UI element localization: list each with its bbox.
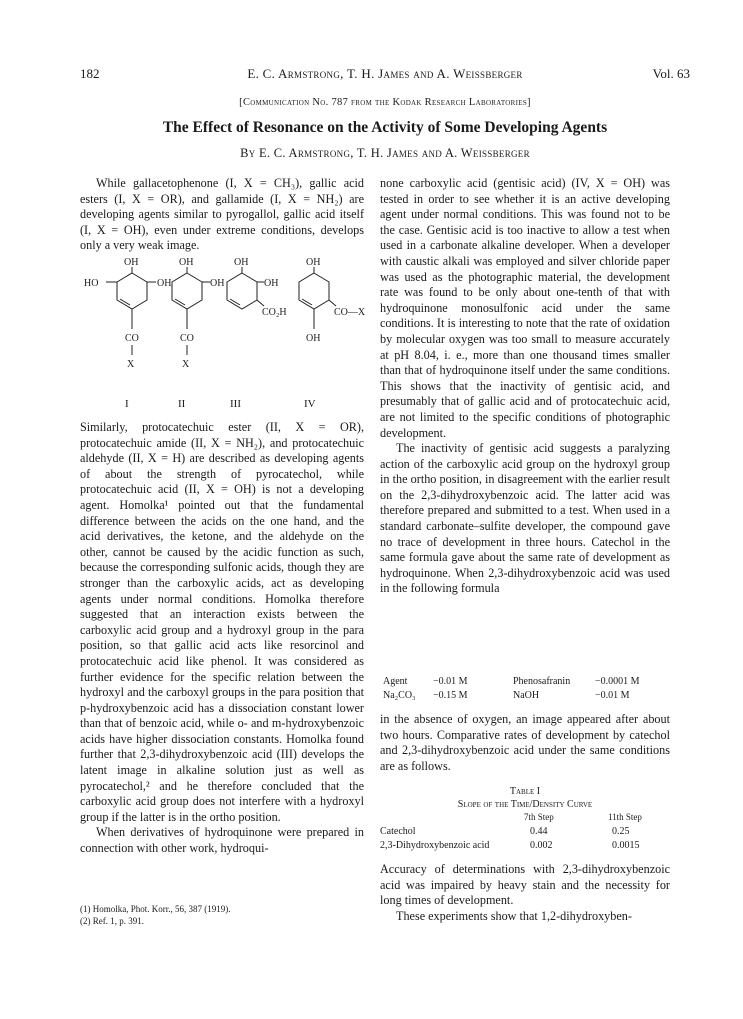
struct-I-x: X <box>127 359 135 370</box>
col1-paragraph-3: When derivatives of hydroquinone were prepared in connection with other work, hydroqui- <box>80 825 364 856</box>
col2-after-formula <box>380 712 670 774</box>
col1-paragraph-2: Similarly, protocatechuic ester (II, X = OR), protocatechuic amide (II, X = NH₂), and protocatechuic aldehyde (II, X = H) are described as developing agents of about the strength of pyrocatechol, while protocatechuic acid (II, X = OH) is not a developing agent. Homolka¹ pointed out that the fundamental difference between the acids on the one hand, and the acid derivatives, the ketone, and the aldehyde on the other, cannot be caused by the acidic function as such, because the corresponding sulfonic acids, though they are stronger than the carboxylic acids, act as developing agents under normal conditions. Homolka therefore suggested that an interaction exists between the carboxylic acid group and a hydroxyl group in the para position, so that gallic acid acts like resorcinol and protocatechuic acid like phenol. It was considered as further evidence for the specific relation between the hydroxyl and the carboxyl groups in the para position that p-hydroxybenzoic acid has a dissociation constant lower than that of benzoic acid, while o- and m-hydroxybenzoic acids have higher dissociation constants. Homolka found further that 2,3-dihydroxybenzoic acid (III) develops the latent image in alkaline solution just as well as pyrocatechol,² and he therefore concluded that the carboxylic acid group does not interfere with a hydroxyl group if the latter is in the ortho position. <box>80 420 364 824</box>
numeral-IV: IV <box>304 398 316 410</box>
running-authors: E. C. Armstrong, T. H. James and A. Weissberger <box>247 66 523 81</box>
table-cell-7th: 0.44 <box>530 826 548 837</box>
formula-agent-label: Agent <box>383 676 408 687</box>
table-cell-name: Catechol <box>380 826 416 837</box>
table-col-header-2: 11th Step <box>608 812 642 822</box>
col2-end <box>380 862 670 924</box>
struct-III-oh-right: OH <box>264 278 279 289</box>
struct-I-oh-right: OH <box>157 278 172 289</box>
byline: By E. C. Armstrong, T. H. James and A. Weissberger <box>240 146 530 160</box>
table-caption: Slope of the Time/Density Curve <box>457 799 593 810</box>
formula-phenosafranin-value: −0.0001 M <box>595 676 640 687</box>
formula-naoh-value: −0.01 M <box>595 690 630 701</box>
col1-intro <box>80 176 364 254</box>
footnotes <box>80 903 364 927</box>
col1-body <box>80 420 364 857</box>
numeral-II: II <box>178 398 186 410</box>
article-title: The Effect of Resonance on the Activity of Some Developing Agents <box>162 119 608 136</box>
struct-II-oh-right: OH <box>210 278 225 289</box>
numeral-III: III <box>230 398 241 410</box>
struct-IV-cox: CO—X <box>334 307 366 318</box>
formula-phenosafranin-label: Phenosafranin <box>513 676 571 687</box>
structure-IV <box>299 267 336 329</box>
footnote-2: (2) Ref. 1, p. 391. <box>80 916 144 926</box>
col2-paragraph-5: These experiments show that 1,2-dihydroxyben- <box>396 908 632 923</box>
table-1 <box>380 786 670 854</box>
table-row <box>380 840 670 854</box>
table-col-header-1: 7th Step <box>524 812 554 822</box>
table-label: Table I <box>509 786 541 797</box>
col1-paragraph-1: While gallacetophenone (I, X = CH₃), gallic acid esters (I, X = OR), and gallamide (I, X = NH₂) are developing agents similar to pyrogallol, gallic acid itself (I, X = OH), even under extreme conditions, develops only a very weak image. <box>80 176 364 253</box>
table-row <box>380 826 670 840</box>
table-header-row <box>380 812 670 826</box>
struct-III-oh: OH <box>234 257 249 268</box>
struct-II-oh: OH <box>179 257 194 268</box>
table-cell-11th: 0.25 <box>612 826 630 837</box>
formula-na2co3-label: Na₂CO₃ <box>383 690 416 701</box>
formula-na2co3-value: −0.15 M <box>433 690 468 701</box>
col2-body <box>380 176 670 597</box>
col2-paragraph-1: none carboxylic acid (gentisic acid) (IV, X = OH) was tested in order to see whether it is an active developing agent under normal conditions. This was found not to be the case. Gentisic acid is too inactive to allow a test when used in a carbonate alkaline developer. When a developer with caustic alkali was employed and silver chloride paper was used as the photographic material, the development rate was found to be only about one-tenth of that with hydroquinone monosulfonic acid under the same conditions. It is interesting to note that the rate of oxidation by molecular oxygen was too small to measure accurately at pH 8.04, i. e., more than one thousand times smaller than that of hydroquinone itself under the same conditions. This shows that the inactivity of gentisic acid, and presumably that of gallic acid and of protocatechuic acid, are not limited to the specific conditions of photographic development. <box>380 176 670 440</box>
table-cell-name: 2,3-Dihydroxybenzoic acid <box>380 840 490 851</box>
numeral-I: I <box>125 398 129 410</box>
struct-III-co2h: CO₂H <box>262 307 287 318</box>
footnote-1: (1) Homolka, Phot. Korr., 56, 387 (1919). <box>80 904 231 914</box>
table-cell-7th: 0.002 <box>530 840 553 851</box>
struct-II-co: CO <box>180 333 194 344</box>
struct-I-co: CO <box>125 333 139 344</box>
formula-agent-value: −0.01 M <box>433 676 468 687</box>
volume-label: Vol. 63 <box>652 66 690 81</box>
formula-naoh-label: NaOH <box>513 690 540 701</box>
structure-III <box>227 267 264 309</box>
struct-IV-oh: OH <box>306 257 321 268</box>
col2-paragraph-2: The inactivity of gentisic acid suggests a paralyzing action of the carboxylic acid group on the hydroxyl group in the ortho position, in disagreement with the earlier result on the 2,3-dihydroxybenzoic acid. The latter acid was therefore prepared and submitted to a test. When used in a standard carbonate–sulfite developer, the compound gave no trace of development in three hours. Catechol in the same formula gave about the same rate of development as hydroquinone. When 2,3-dihydroxybenzoic acid was used in the following formula <box>380 441 670 596</box>
struct-II-x: X <box>182 359 190 370</box>
chemical-structures <box>84 257 366 388</box>
page-number: 182 <box>80 66 100 81</box>
communication-line: [Communication No. 787 from the Kodak Research Laboratories] <box>239 97 531 108</box>
struct-I-oh: OH <box>124 257 139 268</box>
col2-paragraph-4: Accuracy of determinations with 2,3-dihydroxybenzoic acid was impaired by heavy stain and the necessity for long times of development. <box>380 862 670 908</box>
table-cell-11th: 0.0015 <box>612 840 640 851</box>
struct-IV-oh-bottom: OH <box>306 333 321 344</box>
struct-I-ho: HO <box>84 278 99 289</box>
col2-paragraph-3: in the absence of oxygen, an image appeared after about two hours. Comparative rates of development by catechol and 2,3-dihydroxybenzoic acid under the same conditions are as follows. <box>380 712 670 773</box>
